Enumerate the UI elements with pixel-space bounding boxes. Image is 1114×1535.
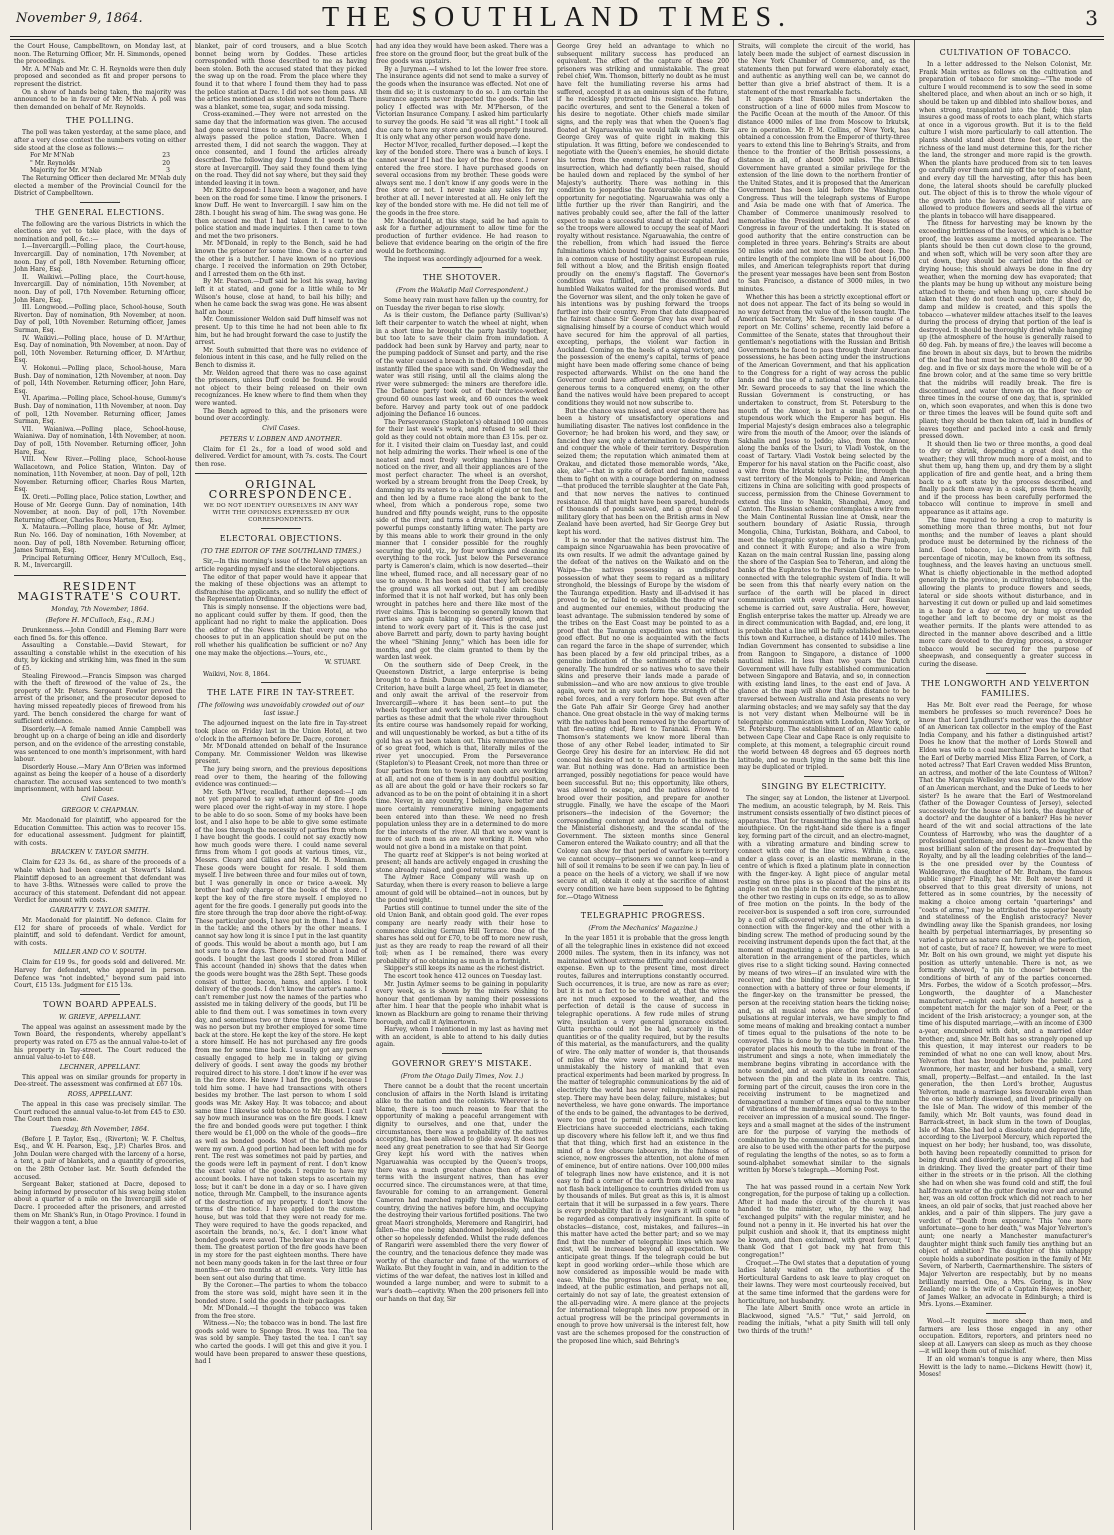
article-paragraph: George Grey held an advantage to which no subsequent military success has produced an equivalent. The effect of the capture of these 200 prisoners was striking and unmistakable. The great rebel chief, Wm. Thomson, bitterly no doubt as he must have felt the humiliating reverse his arms had suffered, accepted it as an ominous sign of the future, if he recklessly protracted his resistance. He had pacific overtures, and sent to the General a token of his desire to negotiate. Other chiefs made similar signs, and the reply was that when the Queen's flag floated at Ngaruawahia we would talk with them. Sir George Grey was of quite right in making this stipulation. It was fitting, before we condescended to negotiate with the Queen's enemies, he should dictate his terms from the enemy's capital—that the flag of insurrection, which had defiantly been raised, should be hauled down and replaced by the symbol of her Majesty's authority. There was nothing in this condition to jeopardise the favourable nature of the opportunity for negotiating. Ngaruawahia was only a little further up the river than Rangiriri, and the natives probably could see, after the fall of the latter expect to make a successful stand at their capital. And so the troops were allowed to occupy the seat of Maori royalty without resistance. Ngaruawahia, the centre of the rebellion, from which had issued the fierce fulminations which bound together successful enemies in a common cause of hostility against European rule, fell without a blow, and the British ensign floated proudly on the enemy's flagstaff. The Governor's condition was fulfilled, and the discomfited and humbled Waikatos waited for the promised words. But the Governor was silent, and the only token he gave of his intentions was by pushing forward the troops further into their country. From that date disappeared the fairest chance Sir George Grey has ever had of signalising himself by a course of conduct which would have secured for him the approval of all parties, excepting, perhaps, the violent war faction in Auckland. Coming on the heels of a signal victory, and the possession of the enemy's capital, terms of peace might have been made offering some chance of being respected afterwards. Whilst on the one hand the Governor could have afforded with dignity to offer generous terms to a conquered enemy, on the other hand the natives would have been prepared to accept conditions they would not now subscribe to. [557,43,730,407]
article-paragraph: Mr. Macdonald, at this stage, said he had again to ask for a further adjournment to allow time for the production of further evidence. He had reason to believe that evidence bearing on the origin of the fire would be forthcoming. [376,217,548,256]
article-paragraph: had any idea they would have been asked. There was a free store on the ground floor, but the great bulk of the free goods was upstairs. [376,43,548,66]
article-paragraph: (Before J. P. Taylor, Esq., (Riverton); W. F. Cheltus, Esq., and W. H. Pearson, Esq., J.P.) Charles Bros. and John Doulan were charged with the larceny of a horse, a tent, a pair of blankets, and a quantity of groceries, on the 28th October last. Mr. South defended the accused. [14,1135,186,1181]
section-heading: ORIGINAL CORRESPONDENCE. [208,478,354,502]
poll-votes: 20 [162,159,170,167]
court-bench: (Before H. M'Culloch, Esq., R.M.) [45,616,155,624]
article-paragraph: It appears that Russia has undertaken the construction of a line of 6000 miles from Moscow to the Pacific Ocean at the mouth of the Amoor. Of this distance 4000 miles of line from Moscow to Irkutsk, are in operation. Mr. P. M. Collins, of New York, has obtained a concession from the Emperor of thirty-three years to extend this line to Behring's Straits, and from thence to the frontier of the British possessions, a distance in all, of about 5000 miles. The British Government have granted a similar privilege for the extension of the line down to the northern frontier of the United States, and it is proposed that the American Government has been laid before the Washington Congress. Thus will the telegraph systems of Europe and Asia be made one with that of America. The Chamber of Commerce unanimously resolved to memorialise the President and both the Houses of Congress in favour of the undertaking. It is stated on good authority that the entire construction can be completed in three years. Behring's Straits are about 50 miles wide and not more than 150 feet deep. The entire length of the complete line will be about 16,000 miles, and American telegraphists report that during the present year messages have been sent from Boston to San Francisco, a distance of 3000 miles, in two minutes. [738,96,910,293]
district-entry: V. Hokonui.—Polling place, School-house, Mara Bush. Day of nomination, 12th November, at noon. Day of poll, 14th November. Returning officer, John Hare, Esq. [14,364,186,395]
divider [80,994,120,995]
article-paragraph: Parties still continue to tunnel under the site of the old Union Bank, and obtain good gold. The ever ropes company are nearly ready with their hose to commence sluicing German Hill Terrace. One of the shares has sold out for £70, to be off to more new rush, just as they are ready to reap the reward of all their toil; when as I be remained, there was every probability of no obtaining as much in a fortnight. [376,904,548,965]
article-paragraph: Mr. Justin Aylmer seems to be gaining in popularity every week, as is shown by the miners wishing to honour that gentleman by naming their possessions after him. I hear that the people who inhabit what is known as Blackburn are going to rename their thriving borough, and call it Aylmertown. [376,980,548,1026]
article-paragraph: Mr. M'Donald.—I thought the tobacco was taken from the free store. [195,1305,367,1320]
article-paragraph: This is simply nonsense. If the objections were bad, no applicant could suffer by them. If good, then the applicant had no right to make the application. Does the editor of the News think that every one who chooses to put in an application should be put on the roll whether his qualification be sufficient or no? Any one may make the objections.—Yours, etc., [195,604,367,657]
article-paragraph: Hector M'Ivor, recalled, further deposed.—I kept the key of the bonded store. There was a bunch of keys. I cannot swear if I had the key of the free store. I never entered the free store. I have purchased goods on several occasions from my brother. These goods were always sent me. I don't know if any goods were in the free store or not. I never make any sales for my brother at all. I never interested at all. He only left the key of the bonded store with me. He did not tell me of the goods in the free store. [376,141,548,218]
article-paragraph: The Bench agreed to this, and the prisoners were bound over accordingly. [195,407,367,423]
column-2 [191,40,372,1530]
poll-result-row [14,152,186,160]
district-entry: VI. Aparima.—Polling place, School-house, Gummy's Bush. Day of nomination, 11th November, at noon. Day of poll, 12th November. Returning officer, James Surman, Esq. [14,395,186,426]
section-heading: SINGING BY ELECTRICITY. [761,782,887,791]
article-paragraph: Claim for £19 9s., for goods sold and delivered. Mr. Harvey for defendant, who appeared in person. Defence was "not indebted," beyond sum paid into Court, £15 13s. Judgment for £15 13s. [14,959,186,990]
article-paragraph: the Court House, Campbelltown, on Monday last, at noon. The Returning Officer, Mr. H. Simmonds, opened the proceedings. [14,43,186,66]
article-paragraph: By a Juryman.—I wished to let the lower free store. The insurance agents did not send to make a survey of the goods when the insurance was effected. Not one of them did so; it is customary to do so. I am certain the insurance agents never inspected the goods. The last policy I effected was with Mr. M'Pherson, of the Victorian Insurance Company. I asked him particularly to survey the goods. He said "it was all right." I took all due care to have my store and goods properly insured. It is only what any other person would have done. [376,65,548,142]
divider [80,202,120,203]
article-paragraph: The hat was passed round in a certain New York congregation, for the purpose of taking up a collection. After it had made the circuit of the church it was handed to the minister, who, by the way, had "exchanged pulpits" with the regular minister, and he found not a penny in it. He inverted his hat over the pulpit cushion and shook it, that its emptiness might be known, and then exclaimed, with great fervour, "I thank God that I got back my hat from this congregation!" [738,1183,910,1260]
case-title: GREGOR V. CHAPMAN. [61,806,139,815]
case-title: MILLER AND CO V. SOUTH. [53,948,147,957]
article-paragraph: There cannot be a doubt that the recent uncertain conclusion of affairs in the North Island is irritating alike to the nation and the colonists. Wherever is to blame, there is too much reason to fear that the opportunity of making a peaceful arrangement with dignity to ourselves, and one that, under the circumstances, there was a probability of the natives accepting, has been allowed to glide away. It does not need any great penetration to see that had Sir George Grey kept his word with the natives when Ngaruawahia was occupied by the Queen's troops, there was a much greater chance then of making terms with the insurgent natives, than has ever occurred since. The circumstances were, at that time, favourable for coming to an arrangement. General Cameron had marched rapidly through the Waikato country, driving the natives before him, and occupying the destroying their various fortified positions. The two great Maori strongholds, Meremere and Rangiriri, had fallen—the one being abandoned hopelessly, and the other so hopelessly defended. Whilst the rude defences of Rangariri were assembled there the very flower of the country, and the tenacious defence they made was worthy of the character and fame of the warriors of Waikato. But they fought in vain, and in addition to the victims of the war defeat, the natives lost in killed and wounded a large number, and were to submit to a war's death—captivity. When the 200 prisoners fell into our hands on that day, Sir [376,1083,548,1303]
column-3 [372,40,553,1530]
district-entry: IV. Waikivi.—Polling place, house of D. M'Arthur, Esq. Day of nomination, 9th November, at noon. Day of poll, 10th November. Returning officer, D. M'Arthur, Esq. [14,334,186,365]
subheading: Civil Cases. [81,795,119,804]
editorial-disclaimer: WE DO NOT IDENTIFY OURSELVES IN ANY WAY WITH THE OPINIONS EXPRESSED BY OUR CORRESPONDENTS. [203,503,359,524]
article-paragraph: Mr. M'Donald, in reply to the Bench, said he had known the prisoner for some time. One is a carter and the other is a butcher. I have known of no previous charge. I received the information on 29th October, and I arrested them on the 6th inst. [195,240,367,278]
article-paragraph: It is no wonder that the natives distrust him. The campaign since Ngaruawahia has been provocative of its own results. If we admit the advantage gained by the defeat of the natives on the Waikato and on the Waipa—the natives possessing as undisputed possession of what they seem to regard as a military stronghold, the blessings of Europe by the wisdom of the Tauranga expedition. Hasty and ill-advised it has proved to be, or failed to establish the theatre of war and augmented our enemies, without producing the least advantage. The submission tendered by some of the tribes on the East Coast may be pointed to as a proof that the Tauranga expedition was not without good effect. But no one is acquainted with the facts can regard the farce in the shape of surrender, which has been placed by a few old principal tribes, as a genuine indication of the sentiments of the rebels generally. The hundred or so natives who to save their skins and preserve their lands made a parade of submission—and who are now anxious to give trouble again, were not in any such form the strength of the rebel forces, and a very forlorn hope. But even after the Gate Pah affair Sir George Grey had another chance. One great obstacle in the way of making terms with the natives had been removed by the departure of that fire-eating chief, Rewi to Taranaki. From Wm. Thomson's statements we know more liberal than those of any other Rebel leader, intimated to Sir George Grey his desire for an interview. He did not conceal his desire of not to return to hostilities in the war. But nothing was done. Had an armistice been arranged, possibly negotiations for peace would have been successful. But no; this opportunity, like others, was allowed to escape, and the natives allowed to brood over their position, and prepare for another struggle. Finally, we have the escape of the Maori prisoners—the indecision of the Governor; the corresponding contempt and bravado of the natives; the Ministerial dishonesty, and the scandal of the Government. The sixteen months since General Cameron entered the Waikato country; and all that the Colony can show for that period of warfare is territory we cannot occupy—prisoners we cannot keep—and a hill of soil it remains to be seen if we can pay. In lieu of a peace on the heels of a victory, we shall if we now secure at all, obtain it only at the sacrifice of almost every condition we have been supposed to be fighting for.—Otago Witness [557,536,729,901]
newspaper-title: THE SOUTHLAND TIMES. [321,2,793,33]
article-paragraph: If an old woman's tongue is any where, then Miss Hewitt is the lady to name.—Dickens Hewitt (how) it, Moses! [919,1355,1092,1379]
poll-majority-votes: 3 [166,167,170,175]
article-paragraph: Wool.—It requires more sheep than men, and farmers are less those engaged in any other occupation. Editors, reporters, and printers need no sleep at all. Lawyers can sleep as much as they choose—it will keep them out of mischief. [919,1318,1092,1356]
column-1 [10,40,191,1530]
case-title: W. GRIEVE, APPELLANT. [59,1012,141,1021]
article-paragraph: Mr. Weldon agreed that there was no case against the prisoners, unless Duff could be found. He would not object to their being released on their own recognizances. He knew where to find them when they were wanted. [195,369,367,407]
article-paragraph: As is their custom, the Defiance party (Sullivan's) left their carpenter to watch the wheel at night, when in a short time he brought the party hastily together, but too late to save their claim from inundation. A paddock had been sunk by Harvey and party, near to the pumping paddock of Sunset and party, and the rise of the water caused a breach in their dividing wall, and instantly filled the space with sand. On Wednesday the water was still rising, until all the claims along the river were submerged: the miners are therefore idle. The Defiance party took out of their thrice-worked ground 60 ounces last week, and 60 ounces the week before. Harvey and party took out of one paddock adjoining the Defiance 16 ounces. [376,312,548,419]
article-paragraph: The singer, say at London, the listener at Liverpool. The medium, an acoustic telegraph, by M. Reis. This instrument consists essentially of two distinct pieces of apparatus. That for transmitting the signal has a small mouthpiece. On the right-hand side there is a finger key, forming part of the circuit, and an electro-magnet, with a vibrating armature and binding screw to connect with one of the line wires. Within a case, under a glass cover, is an elastic membrane, in the centre of which is fixed a platinum plate in connection with the finger-key. A light piece of angular metal resting on three pins is so placed that the pins at its angle rest on the plate in the centre of the membrane, the other two resting in cups on its edge, so as to allow of free motion on the points. In the body of the receiver-box is suspended a soft iron core, surrounded by a coil of silk-covered wire, one end of which is in connection with the finger-key and the other with a binding screw. The method of producing sound by the receiving instrument depends upon the fact that, at the moment of magnetizing a piece of iron, there is an alteration in the arrangement of the particles, which gives rise to a slight ticking sound. Having connected by means of two wires—if an insulated wire with the receiver, and the binding screw being brought in connection with a battery of three or four elements, if the finger-key on the transmitter be pressed, the person at the receiving station hears the ticking noise; and, as all musical notes are the production of pulsations at regular intervals, we have simply to find some means of making and breaking contact a number of times equal to the pulsations of the note to be conveyed. This is done by the elastic membrane. The operator places his mouth to the tube in front of the instrument and sings a note, when immediately the membrane begins vibrating in accordance with the note sounded, and at each vibration breaks contact between the pin and the plate in its centre. This, forming part of the circuit, causes the iron core in the receiving instrument to be magnetized and demagnetized a number of times equal to the number of vibrations of the membrane, and so conveys to the receiver an impression of a musical sound. The finger-keys and a small magnet at the sides of the instrument are for the purpose of varying the methods of combination by the communication of the sounds, and are also to be used with the other parts for the purpose of regulating the lengths of the notes, so as to form a sound-alphabet somewhat similar to the signals written by Morse's telegraph.—Morning Post. [738,795,910,1175]
divider [986,673,1026,674]
divider [261,528,301,529]
article-paragraph: Harvey, whom I mentioned in my last as having met with an accident, is able to attend to his daily duties again. [376,1026,548,1049]
article-paragraph: Mr. Macdonald for plaintiff, who appeared for the Education Committee. This action was to recover 15s. for educational assessment. Judgment for plaintiff, with costs. [14,817,186,847]
article-paragraph: The editor of that paper would have it appear that the making of these objections was an attempt to disfranchise the applicants, and so nullify the effect of the Representation Ordinance. [195,573,367,604]
article-paragraph: Mr. South submitted that there was no evidence of felonious intent in this case, and he fully relied on the Bench to dismiss it. [195,346,367,369]
poll-majority-row [14,167,186,175]
section-heading: TOWN BOARD APPEALS. [43,999,157,1009]
article-paragraph: Whether this has been a strictly exceptional effort or not does not appear. The fact of its being so would in no way detract from the value of the lesson taught. The American Secretary, Mr. Seward, in the course of a report on Mr. Collins' scheme, recently laid before a Committee of the Senate, states that throughout their gentleman's negotiations with the Russian and British Governments he faced to pass through their American possessions, he has been acting under the instructions of the American Government, and that his application to the Congress for a right of way across the public lands and the use of a national vessel is reasonable. Mr. Seward proceeds to say that the line which the Russian Government is constructing, or has undertaken to construct, from St. Petersburg to the mouth of the Amoor, is but a small part of the stupendous work which the Emperor has begun. His Imperial Majesty's design embraces also a telegraphic wire from the mouth of the Amoor, over the islands of Sakhalin and Jesso to Jeddo; also, from the Amoor, along the banks of the Usuri, to Vladi Vostok, on the coast of Tartary. Vladi Vostok being selected by the Emperor for his naval station on the Pacific coast, also a wire from the Irkutsk telegraphic line, through the vast territory of the Mongols to Pekin; and American citizens in China are soliciting with good prospects of success, permission from the Chinese Government to extend this line to Nankin, Shanghai, Amoy, and Canton. The Russian scheme contemplates a wire from the Main Continental Russian line at Omsk, near the southern boundary of Asiatic Russia, through Mongolia, China, Turkistan, Bokhara, and Cabool, to meet the telegraphic system of India in the Punjaub, and connect it with Europe; and also a wire from Kazan on the main central Russian line, passing along the shore of the Caspian Sea to Teheran, and along the banks of the Euphrates to the Persian Gulf, there to be connected with the telegraphic system of India. It will be seen from this that nearly every nation on the surface of the earth will be placed in direct communication with every other of our Russian scheme is carried out, save Australia. Here, however, English enterprise takes the matter up. Already we are in direct communication with Bagdad, and, ere long, it is probable that a line will be fully established between this town and Kurrachee, a distance of 1410 miles. The Indian Government has consented to subsidise a line from Rangoon to Singapore, a distance of 1000 nautical miles. In less than two years the Dutch Government will have fully established communication between Singapore and Batavia, and so, in connection with existing land lines, to the east end of Java. A glance at the map will show that the distance to be traversed between Australia and Asia presents no very alarming obstacles; and we may safely say that the day is not very distant when Melbourne will be in telegraphic communication with London, New York, or St. Petersburg. The establishment of an Atlantic cable between Cape Clear and Cape Race is only requisite to complete, at this moment, a telegraphic circuit round the world between 48 degrees and 65 degrees north latitude, and so much lying in the same belt this line may be duplicated or tripled. [738,293,910,772]
district-entry: VIII. New River.—Polling place, School-house Wallacetown, and Police Station, Winton. Day of nomination, 11th November, at noon. Day of poll, 12th November. Returning officer, Charles Rous Marten, Esq. [14,456,186,494]
section-heading: THE GENERAL ELECTIONS. [35,207,165,217]
article-paragraph: By Mr. Pearson.—Duff said he lost his swag, having left it at stated, and gone for a little while to Mr Wilson's house, close at hand, to bail his billy; and when he came back the swag was gone. He was absent half an hour. [195,278,367,316]
subheading: [The following was unavoidably crowded out of our last issue.] [197,701,365,718]
case-title: PETERS V. LOBBEN AND ANOTHER. [220,434,342,443]
divider [14,575,186,576]
divider [804,776,844,777]
article-paragraph: In a letter addressed to the Nelson Colonist, Mr. Frank Main writes as follows on the cultivation and preparation of tobacco for smoking:—"The mode of culture I would recommend is to sow the seed in some sheltered place, and when about an inch or so high, it should be taken up and dibbled into shallow boxes, and when strong, transplanted into the field; this plan insures a good mass of roots to each plant, which starts at once in a vigorous growth. But it is to the field culture I wish more particularly to call attention. The plants should stand about three feet apart, but the richness of the land must determine this, for the richer the land, the stronger and more rapid is the growth. When the plants have produced from six to ten leaves go carefully over them and nip off the top of each plant, and every day till the harvesting, after this has been done, the lateral shoots should be carefully plucked out. The object of this is to throw the whole vigour of the growth into the leaves, otherwise if plants are allowed to produce flowers and seeds all the virtue of the plants in tobacco will have disappeared. [919,61,1092,220]
district-entry: III. Longwood.—Polling place, School-house, South Riverton. Day of nomination, 9th November, at noon. Day of poll, 10th November. Returning officer, James Surman, Esq. [14,304,186,334]
divider [986,1313,1026,1314]
article-paragraph: The appeal was against an assessment made by the Town Board, the respondents, whereby appellant's property was rated on £75 as the annual value-to-let of his property in Tay-street. The Court reduced the annual value-to-let to £48. [14,1023,186,1062]
section-heading: RESIDENT MAGISTRATE'S COURT. [17,580,183,603]
article-paragraph: Sir,—In this morning's issue of the News appears an article regarding myself and the electoral objections. [195,558,367,574]
district-entry: I.—Invercargill.—Polling place, the Court-house, Invercargill. Day of nomination, 17th November, at noon. Day of poll, 18th November. Returning officer, John Hare, Esq. [14,243,186,274]
case-title: LECHNER, APPELLANT. [59,1062,141,1071]
divider [442,267,482,268]
article-paragraph: Claim for £1 2s., for a load of wood sold and delivered. Verdict for amount, with 7s. costs. The Court then rose. [195,445,367,468]
column-4 [553,40,734,1530]
case-title: ROSS, APPELLANT. [67,1089,133,1098]
article-paragraph: Cross-examined.—They were not arrested on the same day that the information was given. The accused had gone several times to and from Wallacetown, and always passed the police station, Dacre. When I arrested them, I did not search the waggon. They at once consented, and I found the articles already described. The following day I found the goods at the store at Invercargill. They said they found them lying on the road. They did not say where, but they said they intended leaving it in town. [195,111,367,187]
article-paragraph: The poll was taken yesterday, at the same place, and after a very close contest the numbers voting on either side stood at the close as follows:— [14,129,186,152]
article-paragraph: The Aylmer Race Company will wash up on Saturday, when there is every reason to believe a large amount of gold will be obtained—not in ounces, but by the pound weight. [376,874,548,905]
article-paragraph: In the year 1851 it is probable that the gross length of all the telegraphic lines in existence did not exceed 2000 miles. The system, then in its infancy, was not maintained without extreme difficulty and considerable expense. Even up to the present time, most direct routes, failures and interruptions constantly occurred. Such occurrences, it is true, are now as rare as ever; but it is not a fact to be wondered at, that the wires are not much exposed to the weather, and the perfection of detail is the cause of success in telegraphic operations. A few rude miles of strung wire, insulation a very general ignorance existed. Gutta percha could not be had, scarcely in the quantities or of the quality required, but by the results of this material, as the manufacturers, and the quality of wire. The only matter of wonder is, that thousands of miles of the wire were laid at all, but it was unmistakably the history of mankind that even practical experiments had been marked by progress. In the matter of telegraphic communications by the aid of electricity the world has never relinquished a signal step. There may have been delay, failure, mistakes; but nevertheless, we have gone onwards. The importance of the ends to be gained, the advantages to be derived, were too great to permit a moment's misdirection. Electricians have succeeded electricians, each taking up discovery where his fellow left it, and we thus find that that thing, which first had an existence in the mind of a few obscure labourers, in the fulness of science, now engrosses the attention, not alone of men of eminence, but of entire nations. Over 100,000 miles of telegraph lines now have existence, and it is not easy to find a corner of the earth from which we may not flash back intelligence to countries divided from us by thousands of miles. But great as this is, it is almost certain that it will be surpassed in a few years. There is every probability that in a few years it will come to be regarded as comparatively insignificant. In spite of obstacles—distance, cost, mistakes, and failures—in this matter have acted the better part; and so we may find that the number of telegraphic lines which now exist, will be increased beyond all expectation. We anticipate great things. If the telegraph could be but kept in good working order—while those which are now considered as impossible would be made with ease. While the progress has been great, we see, indeed, at the public estimation, and perhaps not all, certainly do not say of late, the greatest extension of the all-pervading wire. A mere glance at the projects for international telegraph lines now proposed or in actual progress will be the principal governments in enough to prove how universal is the interest felt, how vast are the schemes proposed for the construction of the proposed line which, said Behring's [557,935,729,1345]
divider [261,682,301,683]
article-paragraph: Witness.—No; the tobacco was in bond. The last fire goods sold were to Sponge Bros. It was tea. The tea was sold by sample. They tasted the tea. I can't say who carted the goods. I will get this and give it you. I would have been prepared to answer these questions, had I [195,1320,367,1366]
article-paragraph: Skipper's still keeps its name as the richest district. [384,965,545,973]
article-paragraph: Mr. Kitto deposed: I have been a wagoner, and have been on the road for some time. I know the prisoners. I know Duff. He went to Invercargill. I saw him on the 28th. I bought his swag of him. The swag was gone. He then accused me that I had taken it. I went to the police station and made inquiries. I then came to town and met the two prisoners. [195,187,367,240]
article-paragraph: The appeal in this case was precisely similar. The Court reduced the annual value-to-let from £45 to £30. The Court then rose. [14,1100,186,1124]
district-entry: VII. Waianiwa.—Polling place, School-house, Waianiwa. Day of nomination, 14th November, at noon. Day of poll, 15th November. Returning officer, John Hare, Esq. [14,425,186,456]
subheading: Civil Cases. [262,423,300,432]
article-paragraph: The late Albert Smith once wrote an article in Blackwood, signed "A.S." "Tut," said Jerrold, on reading the initials, "what a pity Smith will tell only two thirds of the truth!" [738,1305,910,1335]
article-paragraph: Some heavy rain must have fallen up the country, for on Tuesday the river began to rise slowly. [376,297,548,312]
district-entry: X. Mataura.—Polling place, house of Mr. Aylmer, Run No. 166. Day of nomination, 16th November, at noon. Day of poll, 18th November. Returning officer, James Surman, Esq. [14,524,186,555]
article-paragraph: Mr. A. M'Nab and Mr. C. H. Reynolds were then duly proposed and seconded as fit and proper persons to represent the district. [14,65,186,88]
section-heading: THE LONGWORTH AND YELVERTON FAMILIES. [921,678,1090,698]
article-paragraph: Mr. Seth M'Ivor, recalled, further deposed:—I am not yet prepared to say what amount of fire goods were placed over the right-of-way in my store. I hope to be able to do so soon. Some of my books have been lost, and I also hope to be able to give some estimate of the loss through the necessity of parties from whom I have bought the goods. I could not say exactly now how much goods were there. I could name several firms from whom I got goods at various times, viz., Messrs. Cleary and Gillies and Mr. M. B. Monkman. These goods were bought for resale. I sold them myself. I live between three and four miles out of town, but I was generally in once or twice a-week. My brother had only charge of the books of the store. I kept the key of the fire store myself. I employed no agent for the fire goods. I generally put goods into the fire store through the trap door above the right-of-way. These particular goods, I have put in them. I had a few in the tackle; and the others by the other means. I cannot say how long it is since I put in the last quantity of goods. This would be about a month ago, but I am not sure to a few days. There would be about a load of goods. I bought the last goods I stored from Miller. This account (handed in) shows that the dates when the goods were bought was the 28th Sept. These goods consist of butter, bacon, hams, and apples. I took delivery of the goods. I don't know the carter's name. I can't remember just now the names of the parties who assisted me in taking delivery of the goods, but I'll be able to find them out. I was sometimes in town every day, and sometimes two or three times a week. There was no person but my brother employed for some time back at the store. He kept the key of the store. He kept a store himself. He has not purchased any fire goods from me for some time back. I usually got any person casually engaged to help me in taking or giving delivery of goods. I sent away the goods my brother required direct to his store. I don't know if he ever was in the fire store. He knew I had fire goods, because I told him some. I have had transactions with others besides my brother. The last person to whom I sold goods was Mr. Askey Hay. It was tobacco; and about same time I likewise sold tobacco to Mr. Bisset. I can't say how much insurance was on the fire goods. I knew the fire and bonded goods were put together. I think there would be £1,000 on the whole of the goods—fire as well as bonded goods. Most of the bonded goods were my own. A good portion had been left with me for rent. The rest was sometimes not paid by parties, and the goods were left in payment of rent. I don't know the exact value of the goods. I require to have my account books. I have not taken steps to ascertain my loss; but it can't be done in a day or so. I have given notice, through Mr. Campbell, to the insurance agents of the destruction of my property. I don't know the terms of the notice. I have applied to the custom-house, but was told that they were not ready for me. They were required to have the goods repacked, and ascertain the brands, no.'s, &c. I don't know what bonded goods were saved. The broker was in charge of them. The greatest portion of the fire goods have been in my store for the past eighteen months. There have not been many goods taken in for the last three or four months—or two months at all events. Very little has been sent out also during that time. [195,788,367,1282]
article-paragraph: The time required to bring a crop to maturity is something more than three months, but not four months; and the number of leaves a plant should produce must be determined by the richness of the land. Good tobacco, i.e., tobacco with its full percentage of nicotin, may be known from its softness, toughness, and the leaves having an unctuous smell. What is chiefly objectionable in the method adopted generally in the province, in cultivating tobacco, is the allowing the plants to produce flowers and seeds, lateral or side shoots without disturbance, and in harvesting it cut down or pulled up and laid sometimes in a heap for a day or two, or hung up crowded together and left to become dry or moist as the weather permits. If the plants were attended to as directed in the manner above described and a little more care devoted to the drying process, a stronger tobacco would be secured for the purpose of sheepwash, and consequently a greater success in curing the disease. [919,516,1092,668]
article-paragraph: The following are the various Districts in which the elections are yet to take place, with the days of nomination and poll, &c.:— [14,220,186,243]
court-date: Monday, 7th November, 1864. [51,605,149,613]
divider [623,905,663,906]
case-title: BRACKEN V. TAYLOR SMITH. [51,848,149,857]
article-paragraph: By the Coroner.—The parties to whom the tobacco from the store was sold, might have seen it in the bonded store. I sold the goods in their packages. [195,1282,367,1305]
poll-result-row [14,160,186,168]
article-paragraph: On the southern side of Deep Creek, in the Queenstown District, a large enterprise is being brought to a finish. Duncan and party, known as the Criterion, have built a large wheel, 25 feet in diameter, and only await the arrival of the reservoir from Invercargill—where it has been sent—to put the wheels together and work their valuable claim. Such parties as these admit that the whole river throughout its entire course was handsomely repaid for working, and will unquestionably be worked, as but a tithe of its gold has as yet been taken out. This remunerative use of so great food, which is that, literally miles of the river yet unoccupied. From the Perseverance (Stapleton's) to Pleasant Creek, not more than three or four parties from ten to twenty men each are working at all, and not one of them is in any doubtful position, as all are about the gold or have their rockers so far advanced as to be on the point of obtaining it in a short time. Never, in any country, I believe, have better and more certainly remunerative mining engagements been entered into than these. We need no fresh population unless they are in a determined to do more for the interests of the river. All that we now want is more of such men as are now working it. Men who would not give a bond in a mistake on that point. [376,661,548,851]
subheading: (From the Mechanics' Magazine.) [588,924,698,933]
court-date: Tuesday, 8th November, 1864. [50,1124,150,1133]
article-paragraph: On a show of hands being taken, the majority was announced to be in favour of Mr. M'Nab. A poll was then demanded on behalf of Mr. Reynolds. [14,88,186,111]
article-paragraph: The quartz reef at Skipper's is not being worked at present; all hands are actively engaged in crushing the stone already raised, and good returns are made. [376,851,548,874]
article-paragraph: blanket, pair of cord trousers, and a blue Scotch bonnet being worn by Goddes. These articles corresponded with those described to me as having been stolen. Both the accused stated that they picked the swag up on the road. From the place where they found it to that where I found them they had to pass the police station at Dacre. I did not see them pass. All the articles mentioned as stolen were not found. There was a blanket, some tea, sugar, and soda missing. [195,43,367,111]
article-paragraph: Mr. Macdonald for plaintiff. No defence. Claim for £12 for share of proceeds of whale. Verdict for plaintiff, and sold to defendant. Verdict for amount, with costs. [14,917,186,947]
masthead [10,0,1104,37]
divider [195,473,367,474]
article-paragraph: This appeal was on similar grounds for property in Dee-street. The assessment was confirmed at £67 10s. [14,1073,186,1089]
article-paragraph: Mr. M'Donald attended on behalf of the Insurance Company. Mr. Commissioner Weldon was likewise present. [195,743,367,766]
divider [804,1179,844,1180]
article-paragraph: The Perseverance (Stapleton's) obtained 100 ounces for their last week's work, and refused to sell their gold as they could not obtain more than £3 15s. per oz. for it. I visited their claim on Tuesday last, and could not help admiring the works. Their wheel is one of the neatest and most freely working machines I have noticed on the river, and all their appliances are of the most perfect character. The wheel is an overshot, worked by a stream brought from the Deep Creek, by damming up its waters to a height of eight or ten feet, and then led by a flume race along the bank to the wheel, from which a ponderous rope, some two hundred and fifty pounds weight, runs to the opposite side of the river, and turns a drum, which keeps two powerful pumps constantly lifting water. The party are by this means able to work their ground in the only manner that I consider possible for the roughly securing the gold, viz., by four workings and cleaning everything to the rock. Just below the Perseverance party is Cameron's claim, which is now deserted—their line wheel, flumed race, and all necessary gear of no use to anyone. It has been said that they left because the ground was all worked out, but I am credibly informed that it is not half worked, but has only been wrought in patches here and there like most of the river claims. This is becoming so generally known that parties are again taking up deserted ground, and intend to work every part of it. This is the case just above Barrett and party, down to party having bought the wheel "Shining Jenny," which has been idle for months, and got the claim granted to them by the warden last week. [376,418,548,662]
section-heading: THE SHOTOVER. [422,273,502,283]
section-heading: TELEGRAPHIC PROGRESS. [580,911,706,921]
article-paragraph: The escort took hence 412 ounces on Tuesday last. [384,973,542,981]
letter-dateline: Waikivi, Nov. 8, 1864. [203,670,271,678]
subheading: (From the Wakatip Mail Correspondent.) [395,286,529,295]
article-paragraph: The Returning Officer then declared Mr. M'Nab duly elected a member of the Provincial Council for the District of Campbelltown. [14,174,186,198]
column-6 [915,40,1096,1530]
article-paragraph: Sergeant Baker, stationed at Dacre, deposed to being informed by prosecutor of his swag being stolen about a quarter of a mile on the Invercargill side of Dacre. I proceeded after the prisoners, and arrested them on Mr. Shank's Run, in Otago Province. I found in their waggon a tent, a blue [14,1181,186,1227]
article-paragraph: The jury being sworn, and the previous depositions read over to them, the hearing of the following evidence was continued:— [195,765,367,789]
article-paragraph: Assaulting a Constable.—David Stewart, for assaulting a constable whilst in the execution of his duty, by kicking and striking him, was fined in the sum of £5. [14,642,186,672]
article-paragraph: It should then lie two or three months, a good deal to dry or shrink, depending a great deal on the weather; they will throw much more of a moist, and to shut them up, hang them up, and dry them by a slight application of fire and gentle heat, and a bring them back to a soft state by the process described, and finally pack them away in a cask, press them heavily, and if the process has been carefully performed the tobacco will continue to improve in smell and appearance as it attains age. [919,440,1092,517]
case-title: GARRATTY V. TAYLOR SMITH. [49,906,151,914]
poll-candidate: For Mr M'Nab [30,152,75,160]
article-paragraph: Stealing Firewood.—Francis Simpson was charged with the theft of firewood of the value of 2s., the property of Mr. Peters. Sergeant Fowler proved the arrest of the prisoner, and the prosecutor deposed to having missed repeatedly pieces of firewood from his yard. The bench considered the charge for want of sufficient evidence. [14,672,186,726]
subheading: (TO THE EDITOR OF THE SOUTHLAND TIMES.) [200,547,362,556]
issue-date: November 9, 1864. [16,10,143,26]
subheading: (From the Otago Daily Times, Nov. 1.) [400,1072,524,1080]
section-heading: THE POLLING. [65,116,135,126]
letter-signature: W. STUART. [324,659,361,667]
article-paragraph: Principal Returning Officer, Henry M'Culloch, Esq., R. M., Invercargill. [14,554,186,570]
article-paragraph: Has Mr. Bolt ever read the Peerage, for whose members he professes so much reverence? Does he know that Lord Lyndhurst's mother was the daughter of an American tax collector in the employ of the East India Company, and his father a distinguished artist? Does he know that the mother of Lords Stowell and Eldon was wife to a coal merchant? Does he know that the Earl of Derby married Miss Eliza Farren, of Cork, a noted actress? That Earl Craven wedded Miss Brunton, an actress, and mother of the late Countess of Wilton? That the Marquis Wellesley was married to the widow of an American merchant, and the Duke of Leeds to her sister? Is he aware that the Earl of Westmoreland (father of the Dowager Countess of Jersey), selected successively for the house of his lords, the daughter of a doctor? and the daughter of a banker? Has he never heard of the wit and social attractions of the late Countess of Harrowby, who was the daughter of a professional gentleman; and does he not know that the most brilliant salon of the present day—frequented by Royalty, and by all the leading celebrities of the land—is the one presided over by the Countess of Waldegrave, the daughter of Mr. Braham, the famous public singer? Finally, has Mr. Bolt never heard it observed that to this great diversity of unions, not fettered as in some countries, by the necessity of making a choice among certain "quarterings" and "coats of arms," may be attributed the superior beauty and stateliness of the English aristocracy? Never dwindling away like the Spanish grandees, nor losing health by perpetual intermarriages, by presenting so varied a picture as nature can furnish of the perfection, not of caste, but of race? If, however, we were to meet Mr. Bolt on his own ground, we might yet dispute his position as utterly untenable. There is not, as we formerly showed, "a pin to choose" between the conditions of birth of any of the parties concerned. Mrs. Forbes, the widow of a Scotch professor,—Mrs. Longworth, the daughter of a Manchester manufacturer,—might each fairly hold herself as a competent match for the major son of a Peer, or the incident of the Irish aristocracy; a younger son, at the time of his disputed marriage,—with an income of £300 a-year, encumbered with debt, and a married elder brother; and, since Mr. Bolt has so strangely opened up this question, it may interest our readers to be reminded of what no one can well know, about Mrs. Yelverton that has brought before the public. Lord Avonmore, her master, and her husband, a small, very small, property.—Belfast.—and entailed. In the last generation, the then Lord's brother, Augustus Yelverton, made a marriage less favourable even than the one so bitterly disowned, and lived principally on the Isle of Man. The widow of this member of the family, which Mr. Bolt vaunts, was found dead in Barrack-street, in back slum in the town of Douglas, Isle of Man. She had led a dissolute and depraved life, according to the Liverpool Mercury, which reported the inquest on her body; her husband, too, was dissolute, both having been repeatedly committed to prison for being drunk and disorderly; and spending all they had in drinking. They lived the greater part of their time either in the streets or in the prison. All the clothing she had on when she was found cold and stiff, the foul half-frozen water of the gutter flowing over and around her, was an old cotton frock which did not reach to her knees, an old pair of socks, that just reached above her ankles, and a pair of thin slippers. The jury gave a verdict of "Death from exposure." This "one more unfortunate—gone to her death," was Major Yelverton's aunt; one nearly a Manchester manufacturer's daughter might think such family ties anything but an object of ambition? The daughter of this unhappy couple holds a subordinate position in the family of Mr. Severn, of Narberth, Caermarthenshire. The sisters of Major Yelverton are respectably, but by no means brilliantly married. One, a Mrs. Goring, is in New Zealand; one is the wife of a Captain Hawes; another, of James Walker, an advocate in Edinburgh; a third is Mrs. Lyons.—Examiner. [919,701,1092,1309]
poll-votes: 23 [162,152,170,160]
article-paragraph: The inquest was accordingly adjourned for a week. [384,255,543,263]
district-entry: IX. Oreti.—Polling place, Police station, Lowther, and House of Mr. George Gunn. Day of nomination, 14th November, at noon. Day of poll, 17th November. Returning officer, Charles Rous Marten, Esq. [14,494,187,524]
article-paragraph: The adjourned inquest on the late fire in Tay-street took place on Friday last in the Union Hotel, at two o'clock in the afternoon before Dr. Dacre, coroner. [195,720,367,743]
columns [10,40,1104,1530]
article-paragraph: Mr. Commissioner Weldon said Duff himself was not present. Up to this time he had not been able to fix him, but he had brought forward the case to justify the arrest. [195,316,367,347]
section-heading: ELECTORAL OBJECTIONS. [219,534,343,544]
poll-candidate: " Mr. Reynolds [30,159,76,167]
article-paragraph: Straits, will complete the circuit of the world, has lately been made the subject of earnest discussion in the New York Chamber of Commerce, and, as the statements then put forward were elaborately exact, and authentic as anything well can be, we cannot do better than give a brief abstract of them. It is a statement of the most remarkable facts. [738,43,910,96]
poll-majority-label: Majority for Mr. M'Nab [30,167,103,175]
article-paragraph: Croquet.—The Owl states that a deputation of young ladies lately waited on the authorities of the Horticultural Gardens to ask leave to play croquet on their lawns. They were most courteously received, but at the same time informed that the gardens were for horticulture, not husbandry. [738,1259,910,1305]
article-paragraph: Disorderly.—A female named Annie Campbell was brought up on a charge of being an idle and disorderly person, and on the evidence of the arresting constable, was sentenced to one month's imprisonment, with hard labour. [14,725,186,764]
section-heading: GOVERNOR GREY'S MISTAKE. [391,1059,533,1068]
article-paragraph: The fitness for harvesting may be known by the exceeding brittleness of the leaves, or which is a better proof, the leaves assume a mottled appearance. The plants should be then cut down close to the ground, and when soft, which will be very soon after they are cut down, they should be carried into the shed or drying house; this should always be done in fine dry weather, when the morning dew has evaporated; that the plants may be hung up without any moisture being attached to them; and when hung up, care should be taken that they do not touch each other; if they do, damp and mildew is created, and this spoils the tobacco —whatever mildew attaches itself to the leaves during the process of drying that portion of the leaf is destroyed. It should be thoroughly dried while hanging up (the atmosphere of the house is generally raised to 60 deg. Fah. by means of fire,) the leaves will become a fine brown in about six days, but to brown the midribs of the leaf the heat must be increased to 80 deg. or 90 deg. and in five or six days more the whole will be of a fine brown color, and at the same time so very brittle that the midribs will readily break. The fire is discontinued, and water thrown on the floor two or three times in the course of one day, that is, sprinkled on, which soon evaporates, and when this is done two or three times the leaves will be found quite soft and pliant; they should be then taken off, laid in bundles of leaves together and packed into a cask and firmly pressed down. [919,220,1092,441]
district-entry: II. Waikiwi.—Polling place, the Court-house, Invercargill. Day of nomination, 15th November, at noon. Day of poll, 17th November. Returning officer, John Hare, Esq. [14,273,186,304]
article-paragraph: Disorderly House.—Mary Ann O'Brien was informed against as being the keeper of a house of a disorderly character. The accused was sentenced to two month's imprisonment, with hard labour. [14,763,186,794]
article-paragraph: Claim for £23 3s. 6d., as share of the proceeds of a whale which had been caught at Stewart's Island. Plaintiff deposed to an agreement that defendant was to have 3-8ths. Witnesses were called to prove the accuracy of this statement. Defendant did not appear. Verdict for amount with costs. [14,859,186,905]
column-5 [734,40,915,1530]
article-paragraph: But the chance was missed, and ever since there has been a history of unsatisfactory operations and humiliating disaster. The natives lost confidence in the Governor; he had broken his word, and they saw, or fancied they saw, only a determination to destroy them and conquer the whole of their territory. Desperation seized them; the reputation which animated them at Orakau, and dictated those memorable words, "Ake, ake, ake"—that in spite of defeat and famine, caused them to fight on with a courage bordering on madness—that produced the terrible slaughter at the Gate Pah, and that now nerves the natives to continued resistance. All that might have been spared, hundreds of thousands of pounds saved, and a great deal of military glory that has been on the British arms in New Zealand have been averted, had Sir George Grey but kept his word. [557,407,729,536]
section-heading: CULTIVATION OF TOBACCO. [939,48,1072,57]
article-paragraph: Drunkenness.—John Condill and Fleming Barr were each fined 5s. for this offence. [14,627,186,642]
page-number: 3 [1085,6,1098,30]
divider [442,1053,482,1054]
section-heading: THE LATE FIRE IN TAY-STREET. [207,688,355,698]
